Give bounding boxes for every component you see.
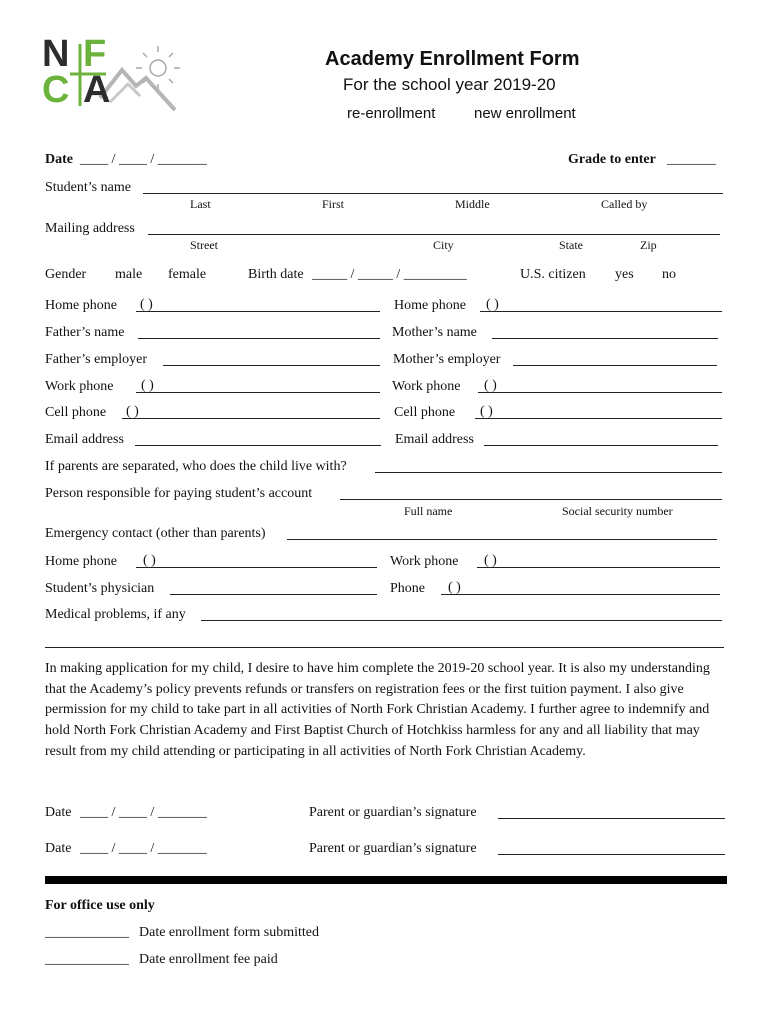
- office-submitted-label: Date enrollment form submitted: [139, 925, 320, 940]
- mail-sub-state: State: [559, 238, 583, 252]
- emergency-home-phone-label: Home phone: [45, 554, 117, 569]
- signature-date-label-1: Date: [45, 805, 72, 820]
- signature-date-field-2[interactable]: ____ / ____ / _______: [80, 841, 207, 856]
- resp-sub-ssn: Social security number: [562, 504, 673, 518]
- name-sub-first: First: [322, 197, 345, 211]
- resp-sub-fullname: Full name: [404, 504, 453, 518]
- signature-field-1[interactable]: [498, 818, 725, 819]
- mothers-name-field[interactable]: [492, 338, 718, 339]
- emergency-field[interactable]: [287, 539, 717, 540]
- signature-label-1: Parent or guardian’s signature: [309, 805, 477, 820]
- new-enrollment-option[interactable]: new enrollment: [474, 105, 576, 122]
- date-field[interactable]: ____ / ____ / _______: [80, 152, 207, 167]
- mother-cell-phone-label: Cell phone: [394, 405, 456, 420]
- office-submitted-blank[interactable]: ____________: [45, 925, 129, 940]
- reenrollment-option[interactable]: re-enrollment: [347, 105, 436, 122]
- physician-phone-label: Phone: [390, 581, 425, 596]
- mother-work-phone-field[interactable]: [478, 392, 722, 393]
- separated-label: If parents are separated, who does the child live with?: [45, 459, 347, 474]
- physician-label: Student’s physician: [45, 581, 155, 596]
- mothers-employer-field[interactable]: [513, 365, 717, 366]
- birth-date-field[interactable]: _____ / _____ / _________: [312, 267, 467, 282]
- fathers-employer-field[interactable]: [163, 365, 380, 366]
- mother-email-label: Email address: [395, 432, 474, 447]
- responsible-label: Person responsible for paying student’s account: [45, 486, 313, 501]
- father-work-phone-label: Work phone: [45, 379, 114, 394]
- mother-home-phone-label: Home phone: [394, 298, 466, 313]
- logo-letter-c: C: [42, 69, 70, 111]
- citizen-no-option[interactable]: no: [662, 267, 676, 282]
- gender-male-option[interactable]: male: [115, 267, 143, 282]
- mother-cell-phone-paren: ( ): [480, 404, 493, 419]
- father-work-phone-field[interactable]: [136, 392, 380, 393]
- logo-letter-f: F: [83, 33, 107, 75]
- mother-cell-phone-field[interactable]: [475, 418, 722, 419]
- grade-label: Grade to enter: [568, 152, 656, 167]
- father-home-phone-field[interactable]: [136, 311, 380, 312]
- logo-letter-n: N: [42, 33, 70, 75]
- grade-field[interactable]: _______: [667, 152, 716, 167]
- mother-home-phone-paren: ( ): [486, 297, 499, 312]
- student-name-field[interactable]: [143, 193, 723, 194]
- emergency-work-phone-label: Work phone: [390, 554, 459, 569]
- mothers-employer-label: Mother’s employer: [393, 352, 501, 367]
- medical-label: Medical problems, if any: [45, 607, 186, 622]
- physician-field[interactable]: [170, 594, 377, 595]
- form-subtitle: For the school year 2019-20: [343, 75, 556, 94]
- medical-field-line-2[interactable]: [45, 647, 724, 648]
- mail-sub-city: City: [433, 238, 454, 252]
- mother-work-phone-label: Work phone: [392, 379, 461, 394]
- father-cell-phone-field[interactable]: [122, 418, 380, 419]
- signature-field-2[interactable]: [498, 854, 725, 855]
- name-sub-calledby: Called by: [601, 197, 648, 211]
- school-logo: [40, 33, 185, 115]
- agreement-paragraph: In making application for my child, I desire to have him complete the 2019-20 school year. It is also my understanding that the Academy’s policy prevents refunds or transfers on registration fees or the first tuition payment. I also give permission for my child to take part in all activities of North Fork Christian Academy. I further agree to indemnify and hold North Fork Christian Academy and First Baptist Church of Hotchkiss harmless for any and all liability that may result from my child attending or participating in all activities of North Fork Christian Academy.: [45, 661, 710, 759]
- section-divider: [45, 876, 727, 884]
- father-cell-phone-label: Cell phone: [45, 405, 107, 420]
- fathers-name-field[interactable]: [138, 338, 380, 339]
- father-cell-phone-paren: ( ): [126, 404, 139, 419]
- office-fee-label: Date enrollment fee paid: [139, 952, 278, 967]
- father-home-phone-paren: ( ): [140, 297, 153, 312]
- name-sub-last: Last: [190, 197, 211, 211]
- office-use-title: For office use only: [45, 898, 155, 913]
- office-fee-blank[interactable]: ____________: [45, 952, 129, 967]
- signature-date-label-2: Date: [45, 841, 72, 856]
- physician-phone-paren: ( ): [448, 580, 461, 595]
- date-label: Date: [45, 152, 73, 167]
- mother-home-phone-field[interactable]: [480, 311, 722, 312]
- signature-label-2: Parent or guardian’s signature: [309, 841, 477, 856]
- citizen-yes-option[interactable]: yes: [615, 267, 634, 282]
- mail-sub-street: Street: [190, 238, 218, 252]
- fathers-name-label: Father’s name: [45, 325, 125, 340]
- mother-email-field[interactable]: [484, 445, 718, 446]
- responsible-field[interactable]: [340, 499, 722, 500]
- birth-date-label: Birth date: [248, 267, 304, 282]
- signature-date-field-1[interactable]: ____ / ____ / _______: [80, 805, 207, 820]
- mail-sub-zip: Zip: [640, 238, 657, 252]
- student-name-label: Student’s name: [45, 180, 131, 195]
- emergency-work-phone-paren: ( ): [484, 553, 497, 568]
- father-email-label: Email address: [45, 432, 124, 447]
- emergency-work-phone-field[interactable]: [477, 567, 720, 568]
- citizen-label: U.S. citizen: [520, 267, 586, 282]
- father-work-phone-paren: ( ): [141, 378, 154, 393]
- father-email-field[interactable]: [135, 445, 381, 446]
- medical-field[interactable]: [201, 620, 722, 621]
- form-title: Academy Enrollment Form: [325, 48, 580, 70]
- logo-letter-a: A: [83, 69, 111, 111]
- mailing-address-label: Mailing address: [45, 221, 135, 236]
- gender-female-option[interactable]: female: [168, 267, 207, 282]
- fathers-employer-label: Father’s employer: [45, 352, 147, 367]
- mother-work-phone-paren: ( ): [484, 378, 497, 393]
- emergency-home-phone-paren: ( ): [143, 553, 156, 568]
- physician-phone-field[interactable]: [441, 594, 720, 595]
- emergency-home-phone-field[interactable]: [136, 567, 377, 568]
- separated-field[interactable]: [375, 472, 722, 473]
- mothers-name-label: Mother’s name: [392, 325, 477, 340]
- emergency-label: Emergency contact (other than parents): [45, 526, 266, 541]
- father-home-phone-label: Home phone: [45, 298, 117, 313]
- mailing-address-field[interactable]: [148, 234, 720, 235]
- gender-label: Gender: [45, 267, 87, 282]
- name-sub-middle: Middle: [455, 197, 490, 211]
